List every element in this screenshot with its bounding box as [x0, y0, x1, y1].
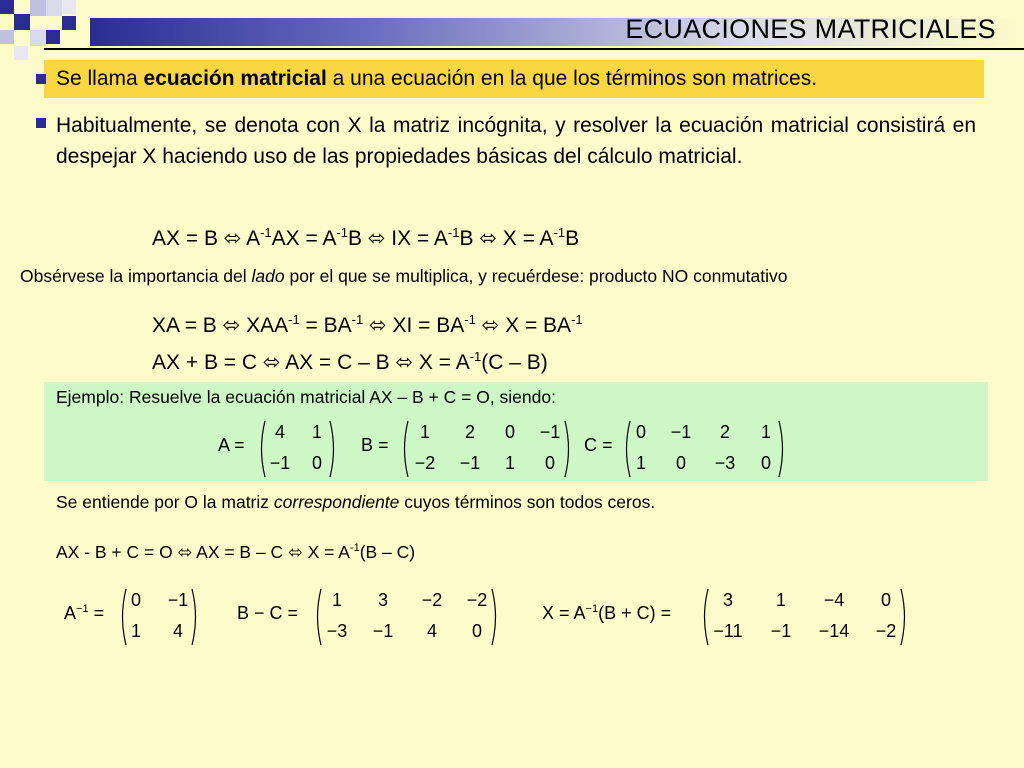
- matrix-cell: −1: [167, 590, 189, 610]
- intro-paragraph: Habitualmente, se denota con X la matriz incógnita, y resolver la ecuación matricial consistirá en despejar X haciendo uso de las propiedades básicas del cálculo matricial.: [56, 114, 976, 168]
- commutativity-note: Obsérvese la importancia del lado por el que se multiplica, y recuérdese: producto NO conmutativo: [20, 266, 788, 286]
- matrix-cell: 0: [130, 590, 142, 610]
- equivalence-icon: ⬄: [177, 542, 197, 562]
- decor-square-7: [30, 30, 46, 46]
- matrix-label: $A^{-1}$ =: [64, 603, 105, 623]
- decor-square-5: [62, 0, 76, 14]
- left-paren: [700, 588, 710, 646]
- matrix-cell: 4: [172, 621, 184, 641]
- equation-ax-b: AX = B ⬄ $A^{-1}AX = A^{-1}B$ ⬄ IX = $A^{-1}B$ ⬄ $X = A^{-1}B$: [152, 225, 580, 250]
- right-paren: [328, 420, 338, 478]
- matrix-cell: −4: [823, 590, 845, 610]
- matrix-cell: −3: [326, 621, 348, 641]
- bullet-icon: [36, 118, 46, 128]
- matrix-cell: 2: [719, 422, 731, 442]
- matrix-cell: 0: [504, 422, 516, 442]
- solution-equation: AX - B + C = O ⬄ AX = B – C ⬄ $X = A^{-1}(B - C)$: [56, 542, 416, 562]
- matrix-cell: 1: [635, 453, 647, 473]
- matrix-cell: −2: [466, 590, 488, 610]
- decor-square-4: [46, 0, 62, 16]
- equation-xa-b: XA = B ⬄ $XAA^{-1} = BA^{-1}$ ⬄ XI = $BA^{-1}$ ⬄ $X = BA^{-1}$: [152, 312, 583, 337]
- decor-square-9: [62, 16, 76, 30]
- matrix-cell: 3: [722, 590, 734, 610]
- decor-square-3: [30, 0, 46, 16]
- equivalence-icon: ⬄: [395, 351, 419, 374]
- equivalence-icon: ⬄: [481, 314, 506, 337]
- matrix-label: $X = A^{-1}(B + C)$ =: [542, 603, 672, 623]
- decor-square-1: [0, 0, 14, 14]
- matrix-cell: 0: [471, 621, 483, 641]
- decor-square-6: [0, 30, 14, 44]
- matrix-label: B − C =: [237, 603, 299, 623]
- matrix-cell: −1: [372, 621, 394, 641]
- matrix-cell: −1: [539, 422, 561, 442]
- right-paren: [899, 588, 909, 646]
- matrix-cell: 3: [377, 590, 389, 610]
- matrix-cell: −1: [459, 453, 481, 473]
- matrix-label: A =: [218, 435, 245, 455]
- right-paren: [777, 420, 787, 478]
- matrix-cell: −1: [269, 453, 291, 473]
- equivalence-icon: ⬄: [367, 227, 392, 250]
- matrix-cell: 0: [544, 453, 556, 473]
- definition-text: Se llama ecuación matricial a una ecuación en la que los términos son matrices.: [56, 67, 818, 90]
- decor-square-10: [46, 30, 60, 44]
- decor-square-8: [14, 46, 28, 60]
- matrix-cell: 0: [675, 453, 687, 473]
- matrix-cell: −11: [713, 621, 743, 641]
- right-paren: [563, 420, 573, 478]
- right-paren: [190, 588, 200, 646]
- left-paren: [257, 420, 267, 478]
- left-paren: [118, 588, 128, 646]
- matrix-cell: −2: [414, 453, 436, 473]
- matrix-cell: 0: [311, 453, 323, 473]
- equivalence-icon: ⬄: [262, 351, 286, 374]
- title-underline: [44, 48, 1024, 50]
- matrix-cell: −3: [714, 453, 736, 473]
- matrix-label: C =: [584, 435, 613, 455]
- matrix-cell: 4: [274, 422, 286, 442]
- matrix-cell: 1: [504, 453, 516, 473]
- equivalence-icon: ⬄: [223, 227, 247, 250]
- bullet-icon: [36, 74, 46, 84]
- zero-matrix-note: Se entiende por O la matriz correspondiente cuyos términos son todos ceros.: [56, 492, 656, 512]
- equation-ax-plus-b: AX + B = C ⬄ AX = C – B ⬄ $X = A^{-1}(C - B)$: [152, 349, 548, 374]
- matrix-cell: 1: [311, 422, 323, 442]
- matrix-cell: 4: [426, 621, 438, 641]
- matrix-cell: 1: [130, 621, 142, 641]
- matrix-label: B =: [361, 435, 389, 455]
- matrix-cell: 0: [760, 453, 772, 473]
- matrix-cell: −14: [818, 621, 850, 641]
- right-paren: [490, 588, 500, 646]
- matrix-cell: 0: [635, 422, 647, 442]
- matrix-cell: 0: [880, 590, 892, 610]
- matrix-cell: 1: [760, 422, 772, 442]
- matrix-cell: 1: [331, 590, 343, 610]
- left-paren: [400, 420, 410, 478]
- equivalence-icon: ⬄: [369, 314, 393, 337]
- left-paren: [313, 588, 323, 646]
- decor-square-2: [14, 14, 30, 30]
- equivalence-icon: ⬄: [479, 227, 503, 250]
- matrix-cell: 2: [464, 422, 476, 442]
- matrix-cell: −2: [421, 590, 443, 610]
- matrix-cell: 1: [775, 590, 787, 610]
- left-paren: [622, 420, 632, 478]
- equivalence-icon: ⬄: [288, 542, 308, 562]
- matrix-cell: −2: [875, 621, 897, 641]
- equivalence-icon: ⬄: [222, 314, 247, 337]
- matrix-cell: −1: [770, 621, 792, 641]
- matrix-cell: 1: [419, 422, 431, 442]
- example-intro: Ejemplo: Resuelve la ecuación matricial AX – B + C = O, siendo:: [56, 387, 556, 407]
- slide-title: ECUACIONES MATRICIALES: [625, 14, 996, 44]
- matrix-cell: −1: [670, 422, 692, 442]
